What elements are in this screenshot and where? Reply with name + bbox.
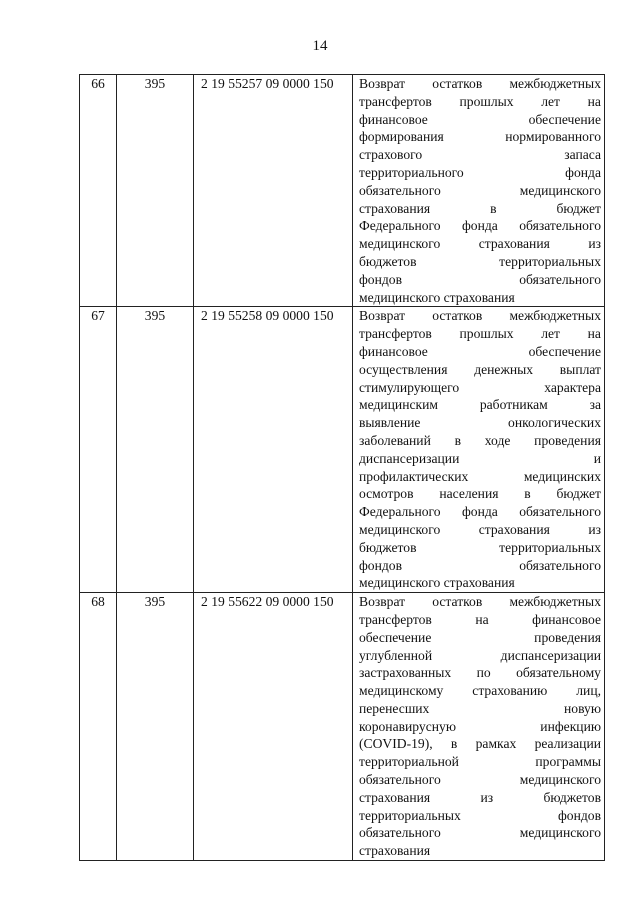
- description-word: фонда: [462, 504, 498, 520]
- description-cell: [353, 307, 605, 593]
- description-word: по: [476, 665, 491, 681]
- description-word: (COVID-19),: [359, 736, 433, 752]
- description-word: застрахованных: [359, 665, 452, 681]
- description-word: обязательного: [359, 772, 441, 788]
- description-line: [359, 647, 601, 665]
- description-word: формирования: [359, 129, 444, 145]
- description-word: бюджетов: [543, 789, 601, 805]
- description-word: обязательного: [519, 271, 601, 287]
- admin-code-cell: 395: [117, 75, 194, 307]
- description-line: [359, 182, 601, 200]
- description-word: обязательному: [516, 665, 601, 681]
- description-word: обеспечение: [359, 629, 432, 645]
- description-word: остатков: [432, 308, 483, 324]
- description-word: территориальной: [359, 754, 459, 770]
- description-word: прошлых: [459, 326, 514, 342]
- description-line: [359, 217, 601, 235]
- description-line: [359, 842, 601, 860]
- description-line: [359, 289, 601, 307]
- description-word: фондов: [557, 807, 601, 823]
- description-word: медицинского: [359, 236, 441, 252]
- description-word: бюджетов: [359, 253, 417, 269]
- description-word: страхования: [478, 236, 550, 252]
- description-line: [359, 771, 601, 789]
- description-line: [359, 807, 601, 825]
- description-text: страхования: [359, 843, 431, 859]
- description-line: [359, 574, 601, 592]
- description-word: Федерального: [359, 218, 441, 234]
- description-word: территориальных: [359, 807, 461, 823]
- description-word: страхованию: [472, 683, 548, 699]
- description-line: [359, 664, 601, 682]
- description-line: [359, 414, 601, 432]
- row-number-cell: 67: [80, 307, 117, 593]
- description-word: Возврат: [359, 594, 406, 610]
- description-line: [359, 700, 601, 718]
- description-cell: [353, 75, 605, 307]
- description-word: территориального: [359, 164, 464, 180]
- description-word: диспансеризации: [500, 647, 601, 663]
- description-text: медицинского страхования: [359, 575, 515, 591]
- description-word: трансфертов: [359, 326, 432, 342]
- description-line: [359, 93, 601, 111]
- description-line: [359, 128, 601, 146]
- description-line: [359, 432, 601, 450]
- description-word: фондов: [359, 557, 403, 573]
- description-word: межбюджетных: [509, 308, 601, 324]
- description-line: [359, 396, 601, 414]
- description-word: стимулирующего: [359, 379, 460, 395]
- description-word: Возврат: [359, 308, 406, 324]
- description-word: межбюджетных: [509, 76, 601, 91]
- description-word: новую: [564, 700, 601, 716]
- description-word: осуществления: [359, 361, 448, 377]
- description-word: в: [450, 736, 458, 752]
- description-word: профилактических: [359, 468, 469, 484]
- description-word: медицинских: [523, 468, 601, 484]
- table-row: [80, 307, 605, 593]
- description-line: [359, 253, 601, 271]
- description-word: заболеваний: [359, 432, 431, 448]
- description-word: на: [587, 93, 601, 109]
- description-word: страхования: [359, 200, 431, 216]
- row-number-cell: 66: [80, 75, 117, 307]
- description-word: финансовое: [532, 611, 601, 627]
- description-line: [359, 753, 601, 771]
- description-line: [359, 235, 601, 253]
- description-word: лет: [541, 93, 560, 109]
- description-line: [359, 735, 601, 753]
- description-word: на: [587, 326, 601, 342]
- description-word: реализации: [534, 736, 601, 752]
- description-line: [359, 468, 601, 486]
- description-word: обязательного: [519, 557, 601, 573]
- description-word: нормированного: [505, 129, 601, 145]
- description-word: ходе: [484, 432, 511, 448]
- description-word: рамках: [475, 736, 517, 752]
- description-line: [359, 200, 601, 218]
- description-word: финансовое: [359, 343, 428, 359]
- description-word: бюджет: [556, 200, 601, 216]
- description-word: населения: [439, 486, 499, 502]
- description-word: и: [593, 450, 601, 466]
- budget-code-cell: 2 19 55257 09 0000 150: [194, 75, 353, 307]
- description-word: медицинского: [359, 521, 441, 537]
- description-word: межбюджетных: [509, 594, 601, 610]
- description-word: инфекцию: [540, 718, 601, 734]
- description-word: обязательного: [519, 218, 601, 234]
- description-word: обеспечение: [528, 111, 601, 127]
- description-word: лет: [541, 326, 560, 342]
- budget-code-cell: 2 19 55622 09 0000 150: [194, 593, 353, 861]
- description-word: лиц,: [576, 683, 601, 699]
- description-line: [359, 450, 601, 468]
- description-word: территориальных: [499, 253, 601, 269]
- description-word: финансовое: [359, 111, 428, 127]
- description-word: Федерального: [359, 504, 441, 520]
- description-line: [359, 557, 601, 575]
- description-word: работникам: [479, 397, 548, 413]
- description-word: программы: [535, 754, 601, 770]
- description-word: проведения: [534, 629, 601, 645]
- description-word: Возврат: [359, 76, 406, 91]
- description-line: [359, 611, 601, 629]
- description-word: территориальных: [499, 539, 601, 555]
- description-word: в: [490, 200, 497, 216]
- description-word: проведения: [534, 432, 601, 448]
- admin-code-cell: 395: [117, 593, 194, 861]
- description-word: остатков: [432, 76, 483, 91]
- description-line: [359, 271, 601, 289]
- description-word: бюджетов: [359, 539, 417, 555]
- description-word: выплат: [559, 361, 601, 377]
- description-line: [359, 146, 601, 164]
- description-word: онкологических: [508, 415, 601, 431]
- description-word: бюджет: [556, 486, 601, 502]
- page-number: 14: [312, 38, 328, 54]
- description-word: трансфертов: [359, 93, 432, 109]
- description-line: [359, 682, 601, 700]
- table-row: [80, 593, 605, 861]
- description-word: страхования: [359, 789, 431, 805]
- description-cell: [353, 593, 605, 861]
- description-text: медицинского страхования: [359, 289, 515, 305]
- budget-code-cell: 2 19 55258 09 0000 150: [194, 307, 353, 593]
- description-word: характера: [544, 379, 601, 395]
- description-line: [359, 379, 601, 397]
- description-line: [359, 718, 601, 736]
- description-word: коронавирусную: [359, 718, 456, 734]
- description-word: страхования: [478, 521, 550, 537]
- description-line: [359, 307, 601, 325]
- description-word: углубленной: [359, 647, 433, 663]
- description-word: на: [475, 611, 489, 627]
- description-line: [359, 164, 601, 182]
- description-line: [359, 485, 601, 503]
- description-word: страхового: [359, 147, 423, 163]
- description-word: перенесших: [359, 700, 430, 716]
- description-word: медицинскому: [359, 683, 444, 699]
- description-line: [359, 629, 601, 647]
- row-number-cell: 68: [80, 593, 117, 861]
- description-line: [359, 593, 601, 611]
- description-word: обеспечение: [528, 343, 601, 359]
- description-line: [359, 824, 601, 842]
- description-line: [359, 361, 601, 379]
- description-word: выявление: [359, 415, 421, 431]
- description-word: в: [524, 486, 531, 502]
- description-line: [359, 539, 601, 557]
- description-line: [359, 75, 601, 93]
- description-word: обязательного: [519, 504, 601, 520]
- description-word: фонда: [462, 218, 498, 234]
- description-line: [359, 789, 601, 807]
- description-line: [359, 325, 601, 343]
- description-word: денежных: [474, 361, 534, 377]
- description-word: обязательного: [359, 825, 441, 841]
- description-word: медицинского: [519, 182, 601, 198]
- description-word: трансфертов: [359, 611, 432, 627]
- description-word: медицинского: [519, 772, 601, 788]
- description-word: прошлых: [459, 93, 514, 109]
- description-word: диспансеризации: [359, 450, 460, 466]
- description-word: за: [589, 397, 601, 413]
- description-line: [359, 343, 601, 361]
- description-word: фонда: [565, 164, 601, 180]
- description-word: медицинского: [519, 825, 601, 841]
- description-word: из: [588, 521, 601, 537]
- description-word: медицинским: [359, 397, 438, 413]
- table-row: [80, 75, 605, 307]
- description-word: осмотров: [359, 486, 414, 502]
- description-word: из: [480, 789, 494, 805]
- description-line: [359, 111, 601, 129]
- budget-codes-table: [79, 74, 605, 861]
- description-word: фондов: [359, 271, 403, 287]
- description-word: запаса: [564, 147, 601, 163]
- description-line: [359, 503, 601, 521]
- description-word: остатков: [432, 594, 483, 610]
- admin-code-cell: 395: [117, 307, 194, 593]
- description-word: в: [454, 432, 462, 448]
- description-word: обязательного: [359, 182, 441, 198]
- description-word: из: [588, 236, 601, 252]
- description-line: [359, 521, 601, 539]
